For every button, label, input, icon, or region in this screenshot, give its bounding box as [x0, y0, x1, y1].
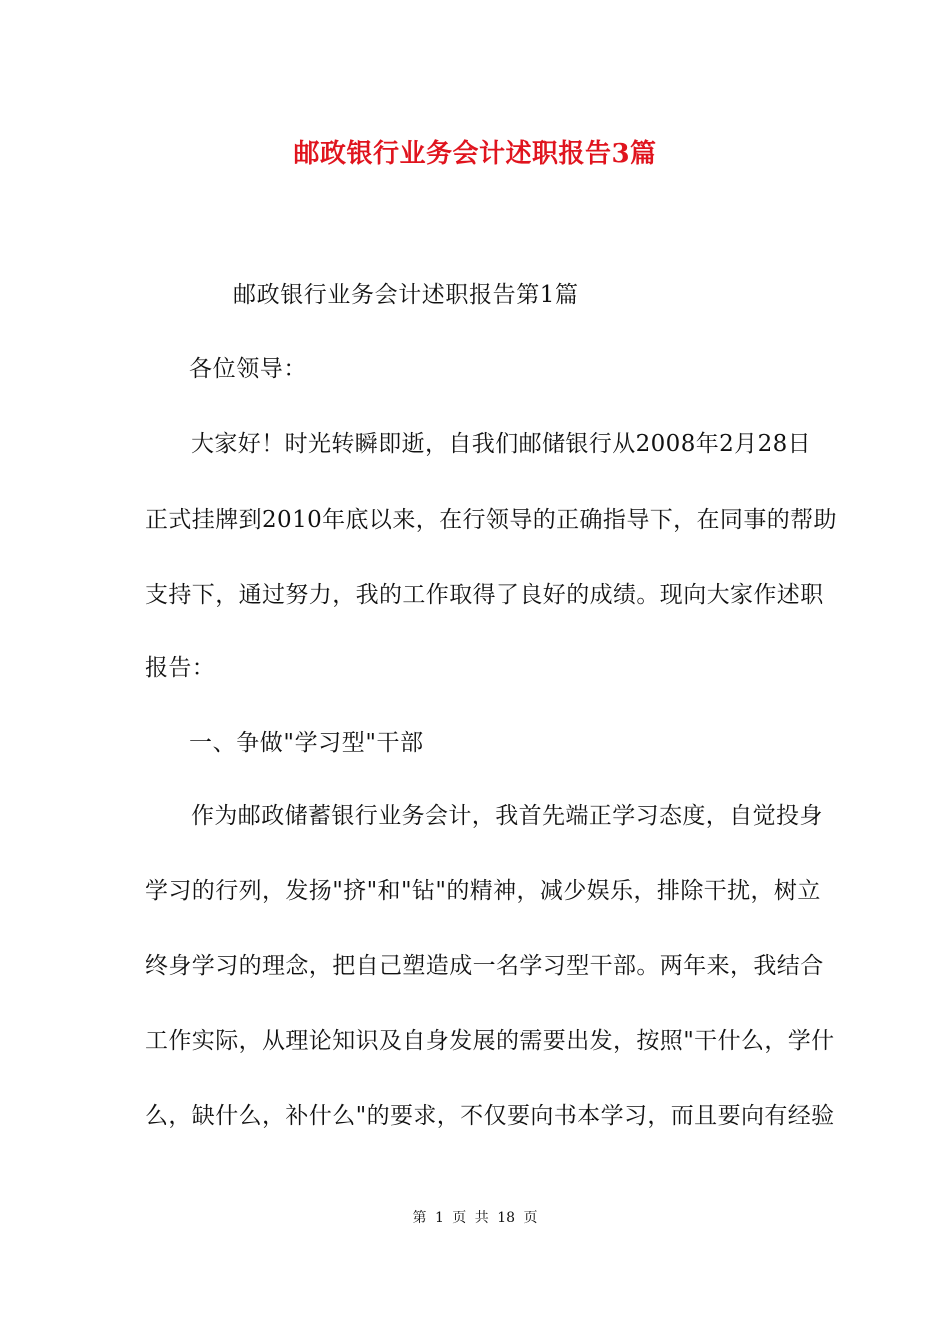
document-title: 邮政银行业务会计述职报告3篇: [293, 139, 657, 169]
page-number-footer: 第 1 页 共 18 页: [412, 1210, 538, 1226]
paragraph-line: 工作实际，从理论知识及自身发展的需要出发，按照"干什么，学什: [145, 1028, 835, 1054]
paragraph-line: 支持下，通过努力，我的工作取得了良好的成绩。现向大家作述职: [145, 582, 824, 608]
paragraph-line: 学习的行列，发扬"挤"和"钻"的精神，减少娱乐，排除干扰，树立: [145, 878, 821, 904]
paragraph-line: 么，缺什么，补什么"的要求，不仅要向书本学习，而且要向有经验: [145, 1103, 835, 1129]
paragraph-line: 正式挂牌到2010年底以来，在行领导的正确指导下，在同事的帮助: [145, 507, 837, 533]
paragraph-line: 终身学习的理念，把自己塑造成一名学习型干部。两年来，我结合: [145, 953, 824, 979]
paragraph-line: 大家好！时光转瞬即逝，自我们邮储银行从2008年2月28日: [191, 431, 812, 457]
paragraph-line: 作为邮政储蓄银行业务会计，我首先端正学习态度，自觉投身: [191, 803, 823, 829]
salutation: 各位领导：: [189, 356, 307, 382]
subheading: 一、争做"学习型"干部: [189, 730, 424, 756]
paragraph-line: 报告：: [145, 655, 216, 681]
section-heading: 邮政银行业务会计述职报告第1篇: [233, 282, 579, 308]
